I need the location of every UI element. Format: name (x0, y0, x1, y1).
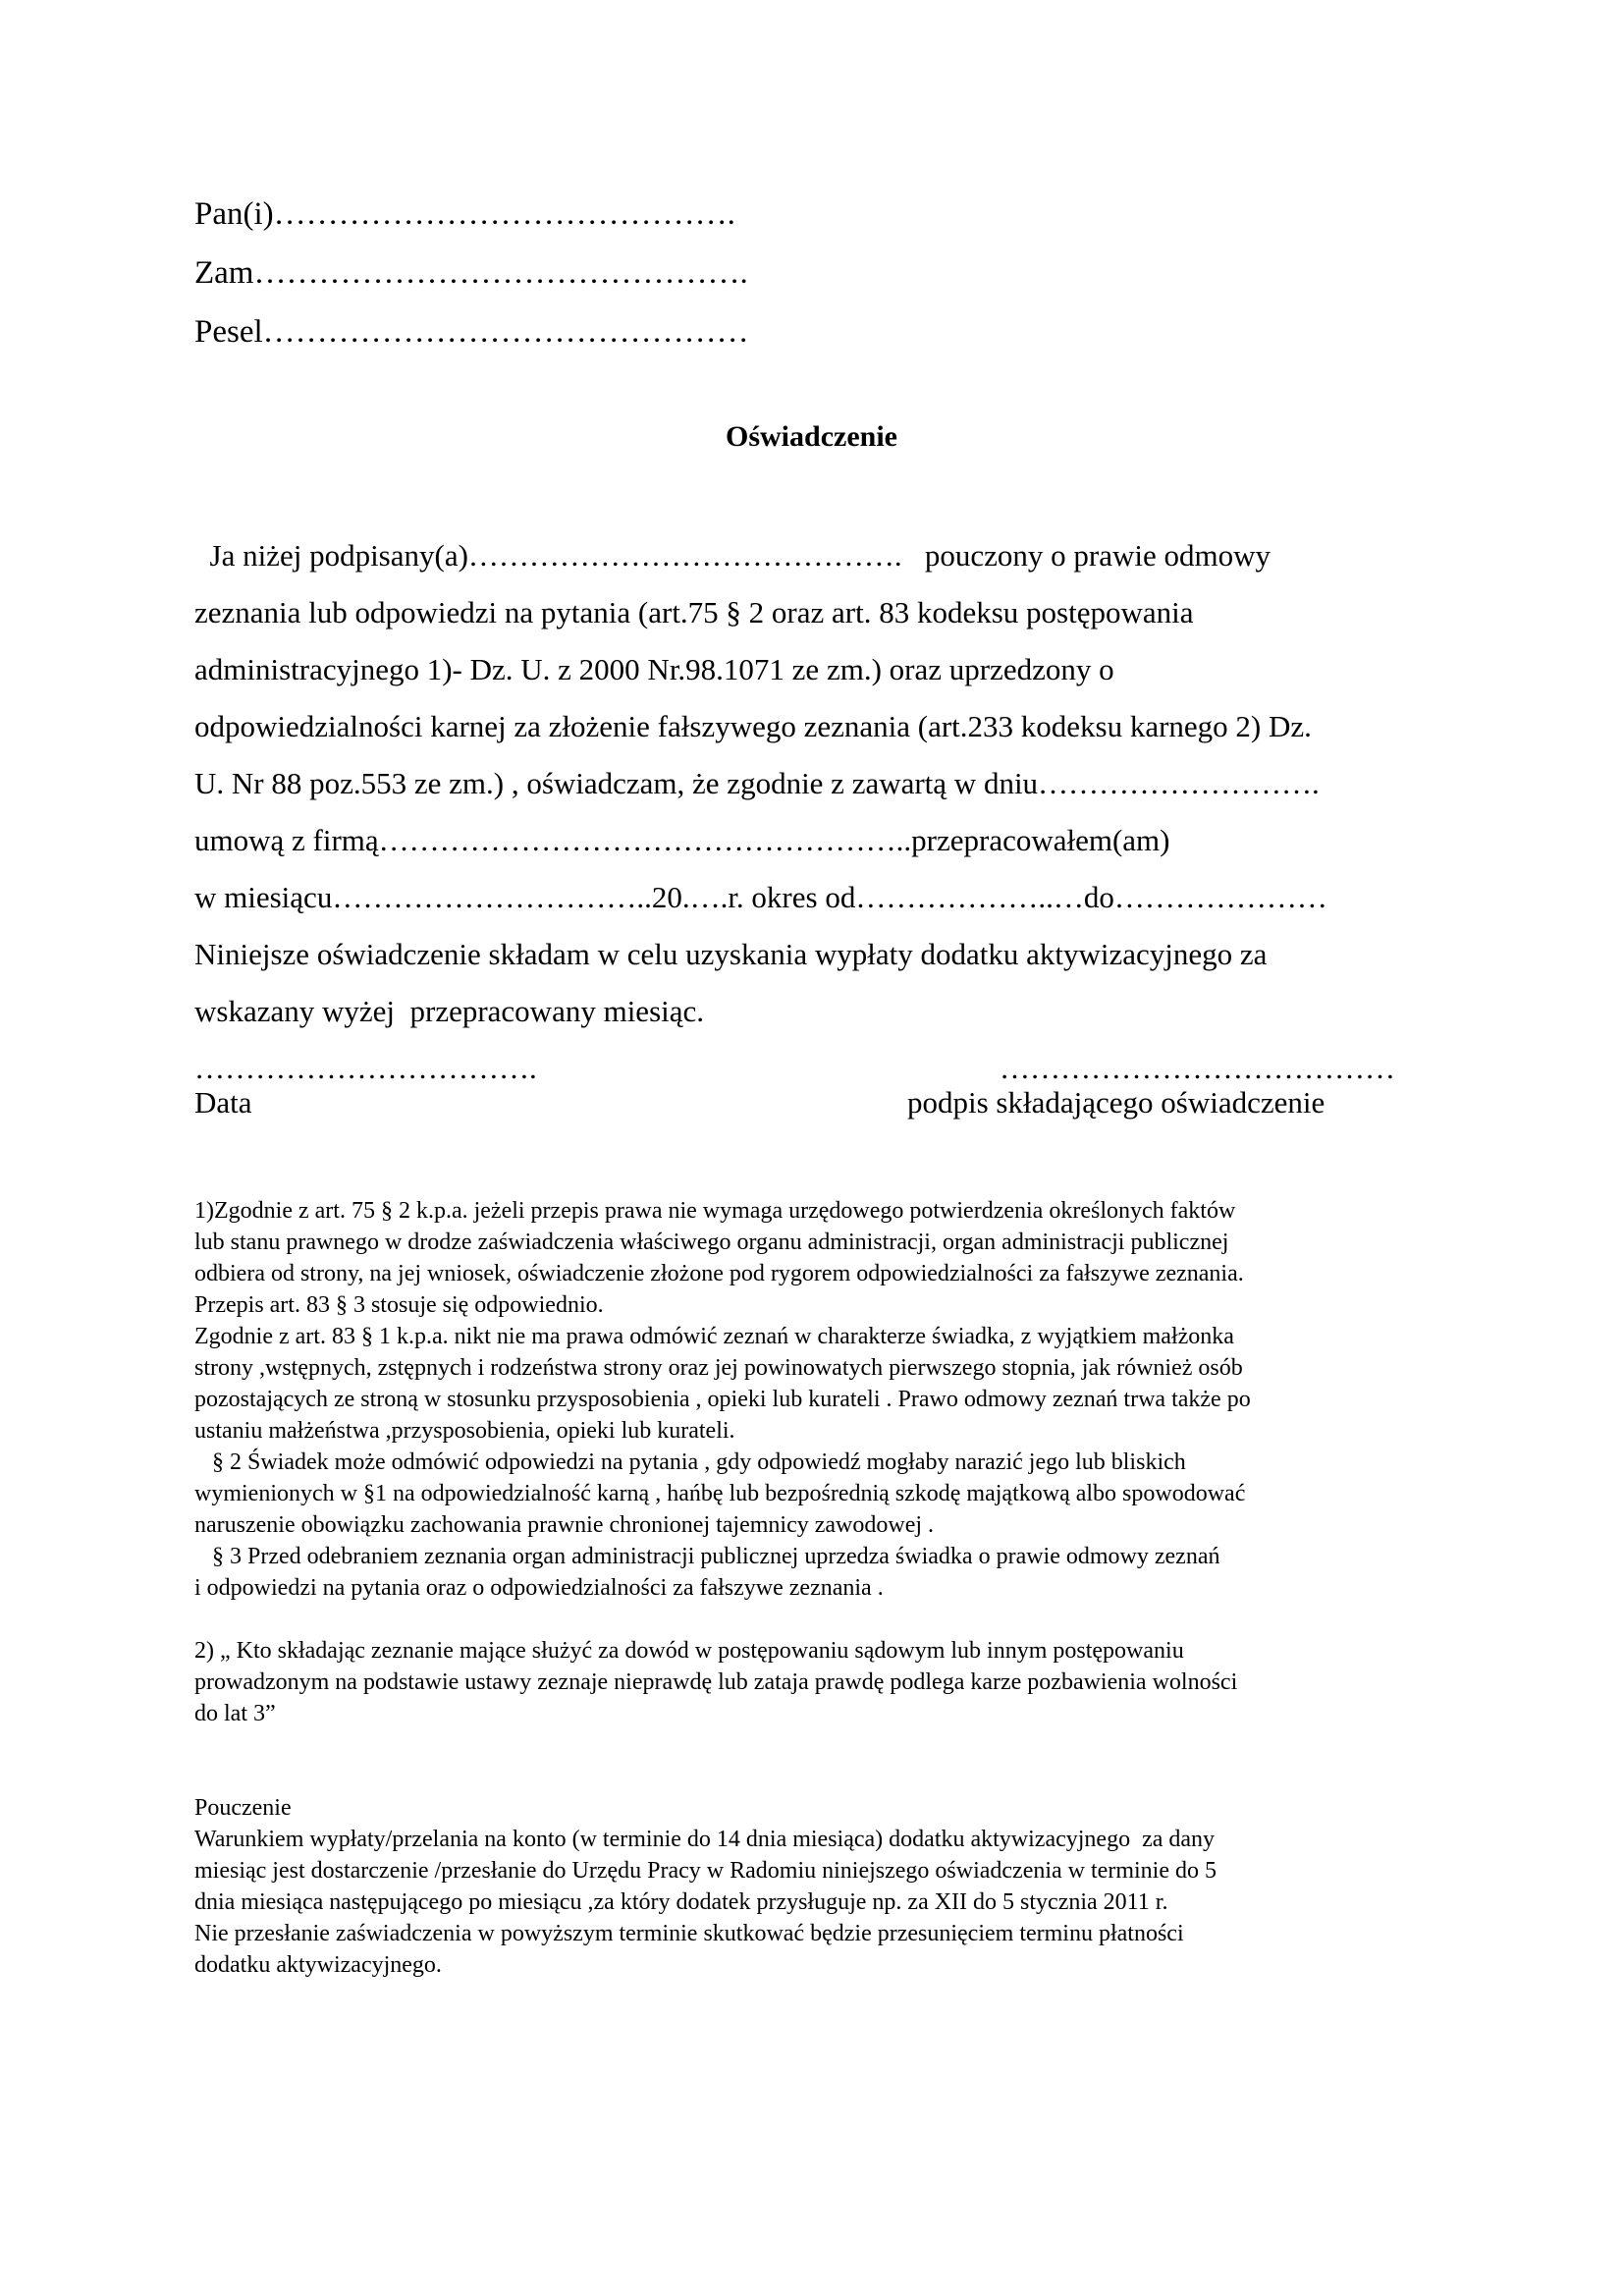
footnote-line: naruszenie obowiązku zachowania prawnie chronionej tajemnicy zawodowej . (194, 1512, 935, 1538)
signature-label: podpis składającego oświadczenie (907, 1085, 1325, 1120)
body-line: wskazany wyżej przepracowany miesiąc. (194, 994, 705, 1028)
footnote2-line: do lat 3” (194, 1701, 276, 1726)
date-label: Data (194, 1085, 252, 1120)
footnote-line: Zgodnie z art. 83 § 1 k.p.a. nikt nie ma prawa odmówić zeznań w charakterze świadka, z wyjątkiem małżonka (194, 1324, 1234, 1349)
footnote-line: § 3 Przed odebraniem zeznania organ administracji publicznej uprzedza świadka o prawie odmowy zeznań (194, 1544, 1220, 1569)
notice-line: miesiąc jest dostarczenie /przesłanie do Urzędu Pracy w Radomiu niniejszego oświadczenia w terminie do 5 (194, 1858, 1217, 1884)
notice-line: Nie przesłanie zaświadczenia w powyższym terminie skutkować będzie przesunięciem terminu płatności (194, 1921, 1184, 1946)
body-line: zeznania lub odpowiedzi na pytania (art.75 § 2 oraz art. 83 kodeksu postępowania (194, 595, 1194, 629)
notice-line: dodatku aktywizacyjnego. (194, 1952, 442, 1978)
field-pesel[interactable]: Pesel……………………………………… (194, 314, 749, 350)
body-line: U. Nr 88 poz.553 ze zm.) , oświadczam, że zgodnie z zawartą w dniu………………………. (194, 766, 1320, 800)
body-line: umową z firmą……………………………………………..przepracowałem(am) (194, 823, 1170, 857)
footnote-line: strony ,wstępnych, zstępnych i rodzeństwa strony oraz jej powinowatych pierwszego stopnia, jak również osób (194, 1355, 1243, 1381)
footnote-line: i odpowiedzi na pytania oraz o odpowiedzialności za fałszywe zeznania . (194, 1575, 884, 1601)
body-line: administracyjnego 1)- Dz. U. z 2000 Nr.98.1071 ze zm.) oraz uprzedzony o (194, 652, 1114, 686)
footnote-line: ustaniu małżeństwa ,przysposobienia, opieki lub kurateli. (194, 1418, 735, 1444)
body-line: w miesiącu…………………………..20.….r. okres od………………..…do………………… (194, 880, 1327, 914)
field-zam[interactable]: Zam………………………………………. (194, 255, 748, 291)
date-field[interactable]: ……………………………. (194, 1051, 537, 1085)
body-line: Niniejsze oświadczenie składam w celu uzyskania wypłaty dodatku aktywizacyjnego za (194, 937, 1268, 971)
footnote-line: pozostających ze stroną w stosunku przysposobienia , opieki lub kurateli . Prawo odmowy zeznań trwa także po (194, 1387, 1251, 1412)
footnote-line: wymienionych w §1 na odpowiedzialność karną , hańbę lub bezpośrednią szkodę majątkową albo spowodować (194, 1481, 1246, 1506)
notice-line: dnia miesiąca następującego po miesiącu ,za który dodatek przysługuje np. za XII do 5 stycznia 2011 r. (194, 1889, 1168, 1915)
notice-line: Warunkiem wypłaty/przelania na konto (w terminie do 14 dnia miesiąca) dodatku aktywizacyjnego za dany (194, 1827, 1216, 1852)
field-pan[interactable]: Pan(i)……………………………………. (194, 196, 735, 232)
footnote-line: § 2 Świadek może odmówić odpowiedzi na pytania , gdy odpowiedź mogłaby narazić jego lub bliskich (194, 1449, 1186, 1475)
footnote-line: lub stanu prawnego w drodze zaświadczenia właściwego organu administracji, organ administracji publicznej (194, 1230, 1229, 1255)
footnote-line: 1)Zgodnie z art. 75 § 2 k.p.a. jeżeli przepis prawa nie wymaga urzędowego potwierdzenia określonych faktów (194, 1198, 1236, 1224)
notice-heading: Pouczenie (194, 1795, 292, 1821)
signature-field[interactable]: ………………………………… (1000, 1051, 1395, 1085)
body-line: odpowiedzialności karnej za złożenie fałszywego zeznania (art.233 kodeksu karnego 2) Dz. (194, 709, 1312, 743)
footnote-line: odbiera od strony, na jej wniosek, oświadczenie złożone pod rygorem odpowiedzialności za fałszywe zeznania. (194, 1261, 1244, 1286)
footnote-line: Przepis art. 83 § 3 stosuje się odpowiednio. (194, 1292, 604, 1318)
footnote2-line: prowadzonym na podstawie ustawy zeznaje nieprawdę lub zataja prawdę podlega karze pozbawienia wolności (194, 1669, 1238, 1695)
footnote2-line: 2) „ Kto składając zeznanie mające służyć za dowód w postępowaniu sądowym lub innym postępowaniu (194, 1638, 1184, 1664)
document-title: Oświadczenie (726, 420, 897, 453)
body-line: Ja niżej podpisany(a)……………………………………. pouczony o prawie odmowy (194, 538, 1271, 573)
